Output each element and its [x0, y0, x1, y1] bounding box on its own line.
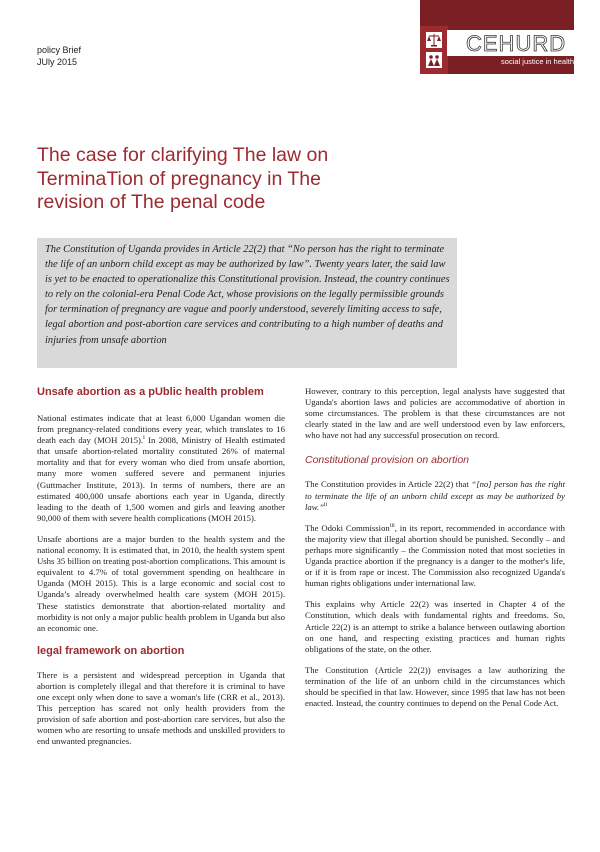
scales-icon [426, 32, 442, 48]
right-column [305, 386, 565, 709]
paragraph: Unsafe abortions are a major burden to the health system and the national economy. It is estimated that, in 2010, the health system spent Ushs 35 billion on treating post-abortion complications. This amount is equivalent to 4.7% of total government spending on healthcare in Uganda (MOH 2015). This is a large economic and social cost to Uganda’s already overwhelmed health care system (MOH 2015). These statistics demonstrate that abortion-related mortality and morbidity is not only a major public health problem in Uganda but also an economic one. [37, 533, 285, 633]
logo-name: CEHURD [466, 31, 567, 56]
footnote-ref: i [143, 435, 145, 442]
date-label: JUly 2015 [37, 57, 78, 67]
constitution-quote: “[no] person has the right to terminate the life of an unborn child except as may be authorized by law.” [305, 479, 565, 512]
page-title: The case for clarifying The law on TerminaTion of pregnancy in The revision of The penal code [37, 144, 329, 213]
people-icon [426, 52, 442, 68]
section-heading-legal-framework: legal framework on abortion [37, 644, 185, 657]
section-heading-unsafe-abortion: Unsafe abortion as a pUblic health problem [37, 386, 264, 398]
paragraph: The Odoki Commission$^{iii}$, in its report, recommended in accordance with the majority view that illegal abortion should be punished. Secondly – and perhaps more significantly – the Commission noted that most societies in Uganda practice abortion if the pregnancy is a danger to the mother's life, or if it is from rape or incest. The Commission also recognized Uganda's human rights obligations under international law. [305, 522, 565, 589]
footnote-ref: iii [389, 522, 395, 529]
paragraph: The Constitution provides in Article 22(2) that “[no] person has the right to terminate the life of an unborn child except as may be authorized by law.”$^{ii}$ [305, 479, 565, 512]
paragraph: However, contrary to this perception, legal analysts have suggested that Uganda's abortion laws and policies are accommodative of abortion in some circumstances. The problem is that these circumstances are not clearly stated in the law and are well understood even by law enforcers, who have not had any successful prosecution on record. [305, 386, 565, 441]
section-heading-constitutional-provision: Constitutional provision on abortion [305, 454, 470, 467]
paragraph: This explains why Article 22(2) was inserted in Chapter 4 of the Constitution, which deals with fundamental rights and freedoms. So, Article 22(2) is an attempt to strike a balance between outlawing abortion on one hand, and respecting existing practices and human rights obligations of the state, on the other. [305, 599, 565, 654]
policy-brief-label: policy Brief [37, 45, 82, 55]
footnote-ref: ii [323, 501, 328, 508]
left-column [37, 385, 285, 747]
document-meta [37, 44, 81, 68]
logo-tagline: social justice in health [501, 57, 574, 66]
paragraph: National estimates indicate that at least 6,000 Ugandan women die from pregnancy-related conditions every year, which translates to 16 death each day (MOH 2015).$^i$ In 2008, Ministry of Health estimated that unsafe abortion-related mortality constituted 26% of maternal mortality and that for every woman who died from unsafe abortion, many more women suffered severe and permanent injuries (Guttmacher Institute, 2013). In terms of numbers, there are an estimated 400,000 unsafe abortions each year in Uganda, directly leading to the death of 1,500 women and girls and leaving another 90,000 of them with severe health complications (MOH 2015). [37, 413, 285, 523]
paragraph: The Constitution (Article 22(2)) envisages a law authorizing the termination of the life of an unborn child in the circumstances which should be specified in that law. However, since 1995 that law has not been enacted. Instead, the country continues to depend on the Penal Code Act. [305, 664, 565, 709]
abstract-text: The Constitution of Uganda provides in Article 22(2) that “No person has the right to terminate the life of an unborn child except as may be authorized by law”. Twenty years later, the said law is yet to be enacted to operationalize this Constitutional provision. Instead, the country continues to rely on the colonial-era Penal Code Act, whose provisions on the legally permissible grounds for termination of pregnancy are vague and poorly understood, severely limiting access to safe, legal abortion and post-abortion care services and contributing to a high number of deaths and injuries from unsafe abortion [45, 244, 450, 346]
abstract-box [37, 238, 457, 368]
paragraph: There is a persistent and widespread perception in Uganda that abortion is completely illegal and that therefore it is criminal to have one except only when done to save a woman's life (CRR et al., 2013). This perception has scared not only health providers from the provision of safe abortion and post-abortion care services, but also the women who are resorting to unsafe methods and unskilled providers to end unwanted pregnancies. [37, 669, 285, 747]
